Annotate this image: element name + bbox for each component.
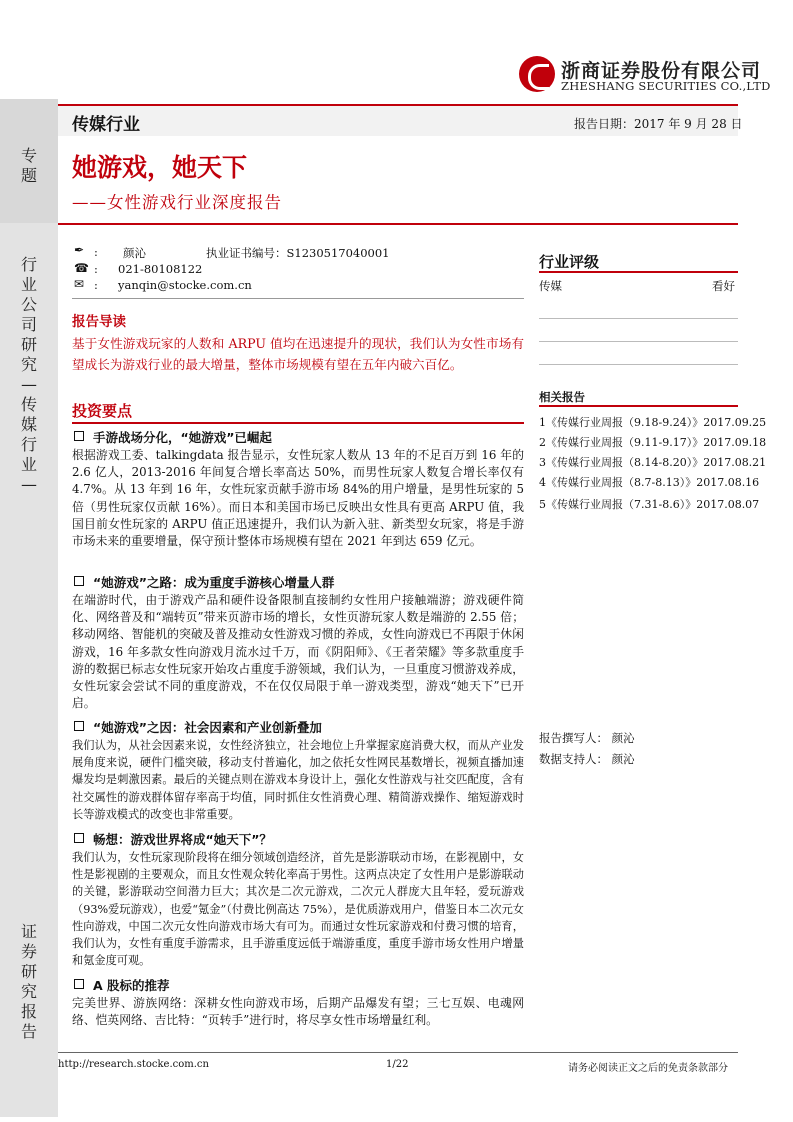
company-logo-icon (519, 56, 555, 92)
investment-heading: 投资要点 (72, 402, 133, 420)
data-supporter: 数据支持人： 颜沁 (539, 752, 635, 766)
investment-divider (72, 422, 524, 424)
title-divider (58, 223, 738, 225)
sector-title: 传媒行业 (72, 115, 140, 135)
point-1-title: 手游战场分化，“她游戏”已崛起 (74, 428, 272, 446)
sidebar-label-report: 证 券 研 究 报 告 (20, 922, 37, 1041)
report-subtitle: ——女性游戏行业深度报告 (72, 193, 282, 212)
company-name-cn: 浙商证券股份有限公司 (561, 60, 762, 82)
report-writer: 报告撰写人： 颜沁 (539, 731, 635, 745)
point-5-title: A 股标的推荐 (74, 976, 170, 994)
rating-industry: 传媒 (539, 279, 562, 293)
rating-divider (539, 271, 738, 273)
footer-url[interactable]: http://research.stocke.com.cn (58, 1059, 209, 1070)
rating-heading: 行业评级 (539, 253, 600, 271)
pen-icon: ✒ (74, 243, 85, 257)
related-report-3[interactable]: 3《传媒行业周报（8.14-8.20）》2017.08.21 (539, 456, 767, 469)
point-3-title: “她游戏”之因：社会因素和产业创新叠加 (74, 718, 322, 736)
footer-divider (58, 1052, 738, 1053)
page-number: 1/22 (386, 1059, 409, 1070)
rating-value: 看好 (712, 279, 735, 293)
phone-icon: ☎ (74, 261, 89, 275)
point-1-text: 根据游戏工委、talkingdata 报告显示，女性玩家人数从 13 年的不足百万到 16 年的 2.6 亿人，2013-2016 年间复合增长率高达 50%，而男性玩家人数复合增长率仅有 4.7%。从 13 年到 16 年，女性玩家贡献手游市场 84%的用户增量，是男性玩家的 5 倍（男性玩家仅贡献 16%）。而日本和美国市场已反映出女性具有更高 ARPU 值，我国目前女性玩家的 ARPU 值正迅速提升，我们认为新入驻、新类型女玩家，将是手游市场未来的重要增量，保守预计整体市场规模有望在 2021 年到达 659 亿元。 (72, 448, 524, 549)
guide-text: 基于女性游戏玩家的人数和 ARPU 值均在迅速提升的现状，我们认为女性市场有望成长为游戏行业的最大增量，整体市场规模有望在五年内破六百亿。 (72, 336, 524, 372)
point-3-text: 我们认为，从社会因素来说，女性经济独立，社会地位上升掌握家庭消费大权，而从产业发展角度来说，硬件门槛突破，移动支付普遍化，加之依托女性网民基数增长，视频直播加速爆发均是刺激因素。最后的关键点则在游戏本身设计上，强化女性游戏与社交匹配度，含有社交属性的游戏群体留存率高于均值，同时抓住女性消费心理、精简游戏操作、缩短游戏时长等游戏模式的改变也非常重要。 (72, 739, 524, 821)
related-divider (539, 405, 738, 407)
footer-disclaimer: 请务必阅读正文之后的免责条款部分 (568, 1063, 728, 1074)
company-name-en: ZHESHANG SECURITIES CO.,LTD (561, 79, 771, 93)
report-date: 报告日期：2017 年 9 月 28 日 (574, 117, 743, 131)
related-heading: 相关报告 (539, 390, 585, 404)
sidebar-label-special: 专 题 (20, 146, 37, 185)
mail-icon: ✉ (74, 277, 85, 291)
point-4-title: 畅想：游戏世界将成“她天下”？ (74, 830, 272, 848)
analyst-name: 颜沁 (123, 246, 146, 260)
analyst-divider (72, 298, 524, 299)
report-title: 她游戏，她天下 (72, 153, 248, 182)
point-2-text: 在端游时代，由于游戏产品和硬件设备限制直接制约女性用户接触端游；游戏硬件简化、网络普及和“端转页”带来页游市场的增长，女性页游玩家人数是端游的 2.55 倍；移动网络、智能机的突破及普及推动女性游戏习惯的养成，女性向游戏已不再限于休闲游戏，16 年多款女性向游戏月流水过千万，而《阴阳师》、《王者荣耀》等多款重度手游的数据已标志女性玩家开始攻占重度手游领域，我们认为，一旦重度习惯游戏养成，女性玩家会尝试不同的重度游戏，不在仅仅局限于单一游戏类型，游戏“她天下”已开启。 (72, 593, 524, 711)
analyst-phone: 021-80108122 (118, 262, 203, 276)
related-report-5[interactable]: 5《传媒行业周报（7.31-8.6）》2017.08.07 (539, 498, 760, 511)
analyst-email[interactable]: yanqin@stocke.com.cn (118, 278, 252, 292)
related-report-4[interactable]: 4《传媒行业周报（8.7-8.13）》2017.08.16 (539, 476, 760, 489)
point-4-text: 我们认为，女性玩家现阶段将在细分领域创造经济，首先是影游联动市场，在影视剧中，女性是影视剧的主要观众，而且女性观众转化率高于男性。这两点决定了女性用户是影游联动的关键，影游联动空间潜力巨大；其次是二次元游戏，二次元人群庞大且年轻，爱玩游戏（93%爱玩游戏），也爱“氪金”（付费比例高达 75%），是优质游戏用户，借鉴日本二次元女性向游戏，中国二次元女性向游戏市场大有可为。而通过女性玩家游戏和付费习惯的培育，我们认为，女性有重度手游需求，且手游重度远低于端游重度，重度手游市场女性用户增量和氪金度可观。 (72, 851, 524, 968)
related-report-2[interactable]: 2《传媒行业周报（9.11-9.17）》2017.09.18 (539, 436, 767, 449)
guide-heading: 报告导读 (72, 314, 126, 330)
related-report-1[interactable]: 1《传媒行业周报（9.18-9.24）》2017.09.25 (539, 416, 767, 429)
point-2-title: “她游戏”之路：成为重度手游核心增量人群 (74, 573, 334, 591)
sidebar-label-category: 行 业 公 司 研 究 — 传 媒 行 业 — (20, 255, 37, 494)
point-5-text: 完美世界、游族网络：深耕女性向游戏市场，后期产品爆发有望；三七互娱、电魂网络、恺英网络、吉比特：“页转手”进行时，将尽享女性市场增量红利。 (72, 996, 524, 1028)
analyst-license: 执业证书编号：S1230517040001 (206, 246, 390, 260)
